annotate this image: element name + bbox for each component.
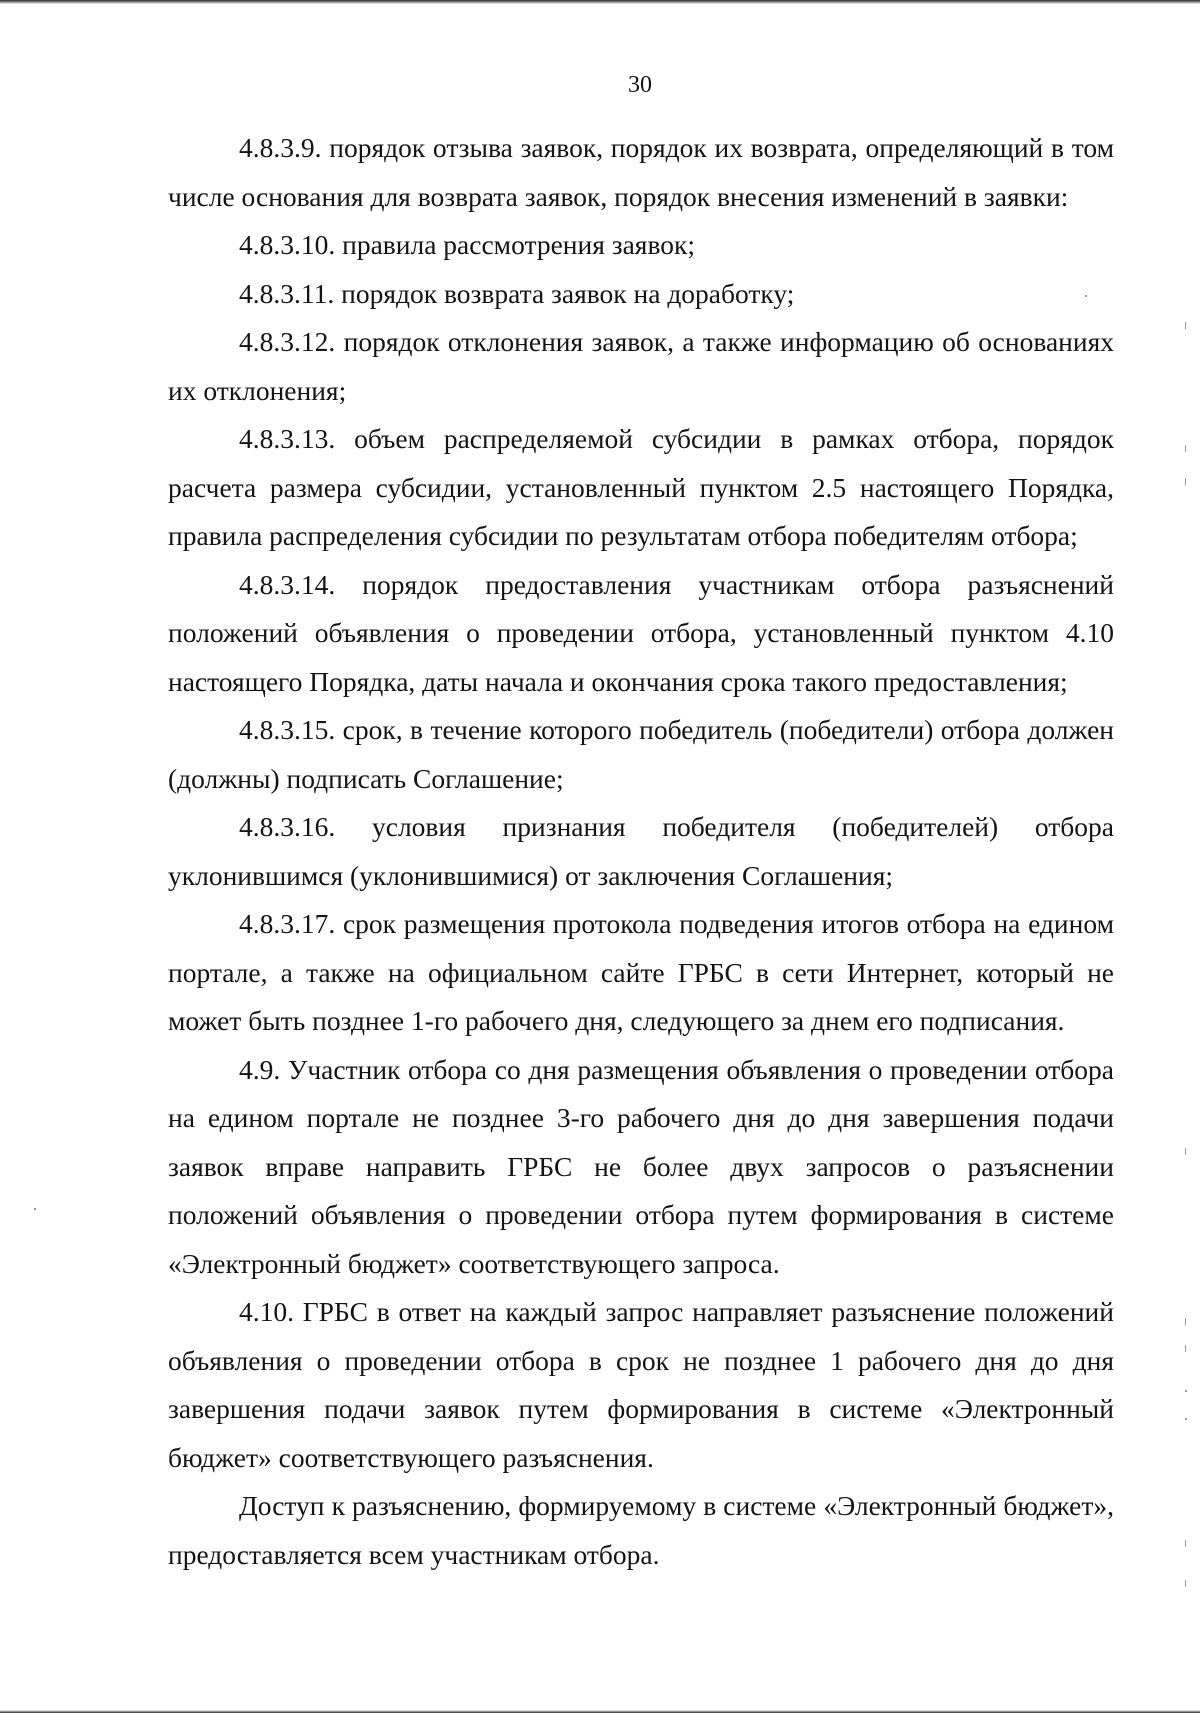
paragraph-4-8-3-10: 4.8.3.10. правила рассмотрения заявок;: [239, 229, 695, 260]
page-number: [0, 72, 1200, 99]
scan-artifact: [1185, 445, 1186, 452]
scan-artifact: [1185, 1418, 1187, 1420]
scan-artifact: [34, 1208, 36, 1210]
scan-artifact: [1185, 1318, 1186, 1325]
scan-artifact: [1185, 1540, 1186, 1547]
paragraph-4-8-3-13: 4.8.3.13. объем распределяемой субсидии в рамках отбора, порядок расчета размера субсидии, установленный пунктом 2.5 настоящего Порядка, правила распределения субсидии по результатам отбора победителям отбора;: [168, 423, 1114, 551]
scan-artifact: [1185, 322, 1186, 329]
paragraph-4-8-3-14: 4.8.3.14. порядок предоставления участникам отбора разъяснений положений объявления о проведении отбора, установленный пунктом 4.10 настоящего Порядка, даты начала и окончания срока такого предоставления;: [168, 568, 1114, 697]
paragraph-4-8-3-17: 4.8.3.17. срок размещения протокола подведения итогов отбора на едином портале, а также на официальном сайте ГРБС в сети Интернет, который не может быть позднее 1-го рабочего дня, следующего за днем его подписания.: [168, 908, 1114, 1036]
scan-artifact: [1185, 478, 1186, 485]
paragraph-4-9: 4.9. Участник отбора со дня размещения объявления о проведении отбора на едином портале не позднее 3-го рабочего дня до дня завершения подачи заявок вправе направить ГРБС не более двух запросов о разъяснении положений объявления о проведении отбора путем формирования в системе «Электронный бюджет» соответствующего запроса.: [168, 1053, 1114, 1279]
paragraph-4-8-3-15: 4.8.3.15. срок, в течение которого победитель (победители) отбора должен (должны) подписать Соглашение;: [168, 714, 1114, 794]
scan-artifact: [1185, 1580, 1186, 1587]
paragraph-4-8-3-11: 4.8.3.11. порядок возврата заявок на доработку;: [239, 277, 795, 309]
scan-artifact: [1185, 1345, 1186, 1352]
page-number-text: 30: [628, 72, 652, 98]
scan-top-edge: [0, 0, 1200, 4]
scan-artifact: [1185, 1148, 1186, 1155]
scan-artifact: [1085, 295, 1087, 297]
paragraph-access: Доступ к разъяснению, формируемому в системе «Электронный бюджет», предоставляется всем участникам отбора.: [168, 1490, 1114, 1570]
paragraph-4-10: 4.10. ГРБС в ответ на каждый запрос направляет разъяснение положений объявления о проведении отбора в срок не позднее 1 рабочего дня до дня завершения подачи заявок путем формирования в системе «Электронный бюджет» соответствующего разъяснения.: [168, 1296, 1114, 1473]
paragraph-4-8-3-12: 4.8.3.12. порядок отклонения заявок, а также информацию об основаниях их отклонения;: [168, 326, 1114, 406]
scan-artifact: [1185, 1390, 1187, 1392]
document-body: [168, 124, 1114, 1579]
paragraph-4-8-3-16: 4.8.3.16. условия признания победителя (победителей) отбора уклонившимся (уклонившимися) от заключения Соглашения;: [168, 811, 1114, 891]
paragraph-4-8-3-9: 4.8.3.9. порядок отзыва заявок, порядок их возврата, определяющий в том числе основания для возврата заявок, порядок внесения изменений в заявки:: [168, 132, 1114, 212]
